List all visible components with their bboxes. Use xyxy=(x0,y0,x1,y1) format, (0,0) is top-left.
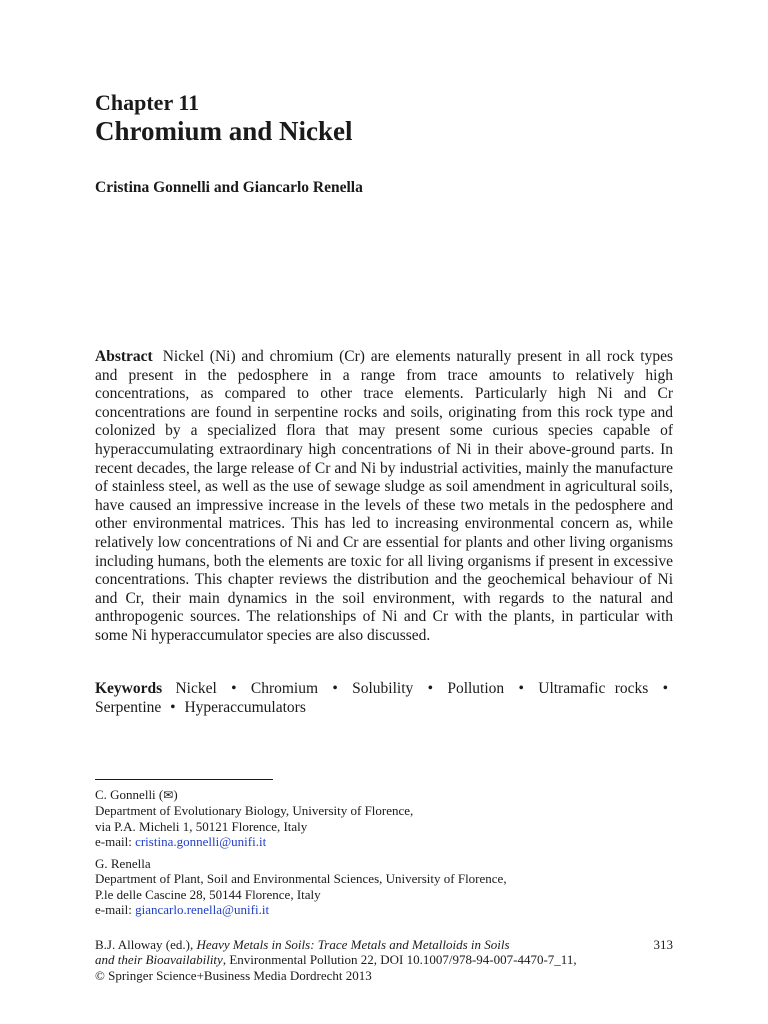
citation-line-1: B.J. Alloway (ed.), Heavy Metals in Soils: Trace Metals and Metalloids in Soils xyxy=(95,937,510,952)
affiliation-renella xyxy=(95,856,507,917)
copyright-line: © Springer Science+Business Media Dordrecht 2013 xyxy=(95,967,372,983)
keyword-item: Hyperaccumulators xyxy=(184,699,306,716)
citation-footer xyxy=(95,937,673,983)
envelope-icon: ✉ xyxy=(163,788,174,802)
abstract-heading: Abstract xyxy=(95,348,153,365)
keyword-item: Ultramafic rocks xyxy=(538,680,649,697)
authors: Cristina Gonnelli and Giancarlo Renella xyxy=(95,179,363,196)
abstract-text: Nickel (Ni) and chromium (Cr) are elements naturally present in all rock types and present in the pedosphere in a range from trace amounts to relatively high concentrations, as compared to other trace elements. Particularly high Ni and Cr concentrations are found in serpentine rocks and soils, originating from this rock type and colonized by a specialized flora that may present some curious species capable of hyperaccumulating extraordinary high concentrations of Ni in their above-ground parts. In recent decades, the large release of Cr and Ni by industrial activities, mainly the manufacture of stainless steel, as well as the use of sewage sludge as soil amendment in agricultural soils, have caused an impressive increase in the levels of these two metals in the pedosphere and other environmental matrices. This has led to increasing environmental concern as, while relatively low concentrations of Ni and Cr are essential for plants and other living organisms including humans, both the elements are toxic for all living organisms if present in excessive concentrations. This chapter reviews the distribution and the geochemical behaviour of Ni and Cr, their main dynamics in the soil environment, with regards to the natural and anthropogenic sources. The relationships of Ni and Cr with the plants, in particular with some Ni hyperaccumulator species are also discussed. xyxy=(95,348,673,644)
keyword-separator: • xyxy=(518,680,524,697)
chapter-label: Chapter 11 xyxy=(95,90,200,115)
email-link-renella[interactable]: giancarlo.renella@unifi.it xyxy=(135,901,270,917)
keyword-list xyxy=(95,680,673,716)
keyword-separator: • xyxy=(332,680,338,697)
keyword-item: Pollution xyxy=(447,680,505,697)
affiliation-dept: Department of Evolutionary Biology, University of Florence, xyxy=(95,803,414,819)
keyword-separator: • xyxy=(662,680,669,697)
book-title: Heavy Metals in Soils: Trace Metals and Metalloids in Soils xyxy=(196,937,510,952)
affiliation-email-line: e-mail: giancarlo.renella@unifi.it xyxy=(95,901,270,917)
keyword-separator: • xyxy=(427,680,434,697)
affiliation-name-line: C. Gonnelli (✉) xyxy=(95,787,178,802)
page-number: 313 xyxy=(653,937,673,952)
keyword-item: Serpentine xyxy=(95,699,162,716)
affiliation-gonnelli xyxy=(95,787,413,849)
citation-line-2: and their Bioavailability, Environmental Pollution 22, DOI 10.1007/978-94-007-4470-7_11, xyxy=(95,952,577,968)
affiliation-address: P.le delle Cascine 28, 50144 Florence, Italy xyxy=(95,886,321,902)
chapter-title: Chromium and Nickel xyxy=(95,116,353,146)
affiliation-name: G. Renella xyxy=(95,856,151,871)
keyword-item: Nickel xyxy=(175,680,217,697)
keyword-separator: • xyxy=(231,680,237,697)
keywords-heading: Keywords xyxy=(95,680,163,697)
keyword-item: Solubility xyxy=(352,680,414,697)
affiliation-address: via P.A. Micheli 1, 50121 Florence, Italy xyxy=(95,818,308,834)
abstract xyxy=(95,348,673,646)
keywords xyxy=(95,679,673,717)
footnote-rule xyxy=(95,779,273,780)
keyword-separator: • xyxy=(170,699,176,716)
keyword-item: Chromium xyxy=(250,680,319,697)
affiliation-email-line: e-mail: cristina.gonnelli@unifi.it xyxy=(95,833,267,849)
affiliation-name: C. Gonnelli ( xyxy=(95,787,164,802)
email-link-gonnelli[interactable]: cristina.gonnelli@unifi.it xyxy=(135,833,267,849)
affiliation-dept: Department of Plant, Soil and Environmental Sciences, University of Florence, xyxy=(95,871,507,887)
